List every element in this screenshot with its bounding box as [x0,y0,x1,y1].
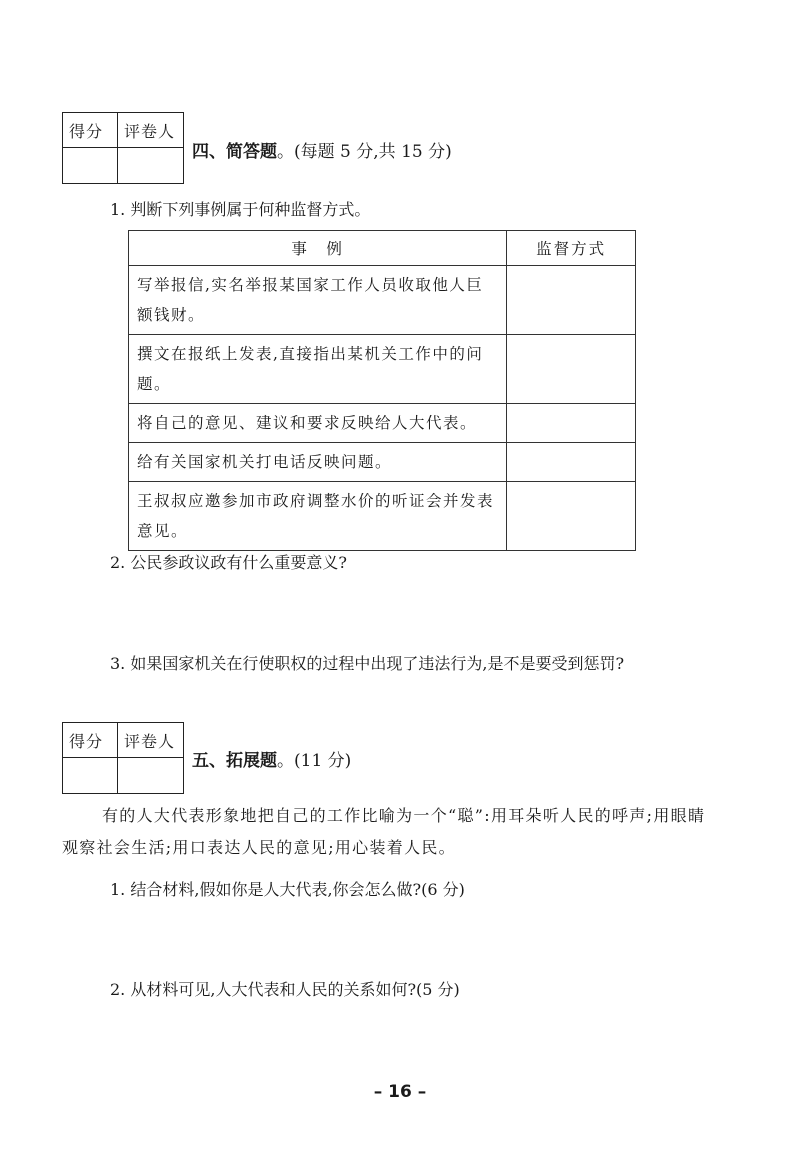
section5-title: 五、拓展题 [192,751,277,771]
section4-heading [192,137,452,162]
table-header-row [129,231,636,266]
table-row [129,482,636,551]
header-method: 监督方式 [507,231,636,266]
grader-label: 评卷人 [124,732,176,751]
answer-cell[interactable] [507,266,636,335]
page-number: – 16 – [373,1082,427,1102]
section5-question-2: 2. 从材料可见,人大代表和人民的关系如何?(5 分) [110,980,460,999]
section4-title: 四、简答题 [192,142,277,162]
table-row [129,443,636,482]
table-row [129,266,636,335]
example-cell: 给有关国家机关打电话反映问题。 [129,443,507,482]
example-cell: 将自己的意见、建议和要求反映给人大代表。 [129,404,507,443]
section5-heading [192,746,351,771]
section4-question-3: 3. 如果国家机关在行使职权的过程中出现了违法行为,是不是要受到惩罚? [110,654,625,673]
answer-cell[interactable] [507,335,636,404]
table-row [129,404,636,443]
section5-note: 。(11 分) [277,751,352,771]
example-cell: 写举报信,实名举报某国家工作人员收取他人巨额钱财。 [129,266,507,335]
section4-question-2: 2. 公民参政议政有什么重要意义? [110,553,347,572]
section4-note: 。(每题 5 分,共 15 分) [277,142,452,162]
example-cell: 撰文在报纸上发表,直接指出某机关工作中的问题。 [129,335,507,404]
score-box-section4 [62,112,184,184]
supervision-table [128,230,636,551]
score-label: 得分 [69,732,104,751]
example-cell: 王叔叔应邀参加市政府调整水价的听证会并发表意见。 [129,482,507,551]
table-row [129,335,636,404]
answer-cell[interactable] [507,443,636,482]
score-label: 得分 [69,122,104,141]
section5-question-1: 1. 结合材料,假如你是人大代表,你会怎么做?(6 分) [110,880,465,899]
section5-material: 有的人大代表形象地把自己的工作比喻为一个“聪”:用耳朵听人民的呼声;用眼睛观察社会生活;用口表达人民的意见;用心装着人民。 [62,806,706,857]
grader-label: 评卷人 [124,122,176,141]
answer-cell[interactable] [507,404,636,443]
header-example: 事 例 [129,231,507,266]
score-box-section5 [62,722,184,794]
section4-question-1: 1. 判断下列事例属于何种监督方式。 [110,200,371,219]
answer-cell[interactable] [507,482,636,551]
